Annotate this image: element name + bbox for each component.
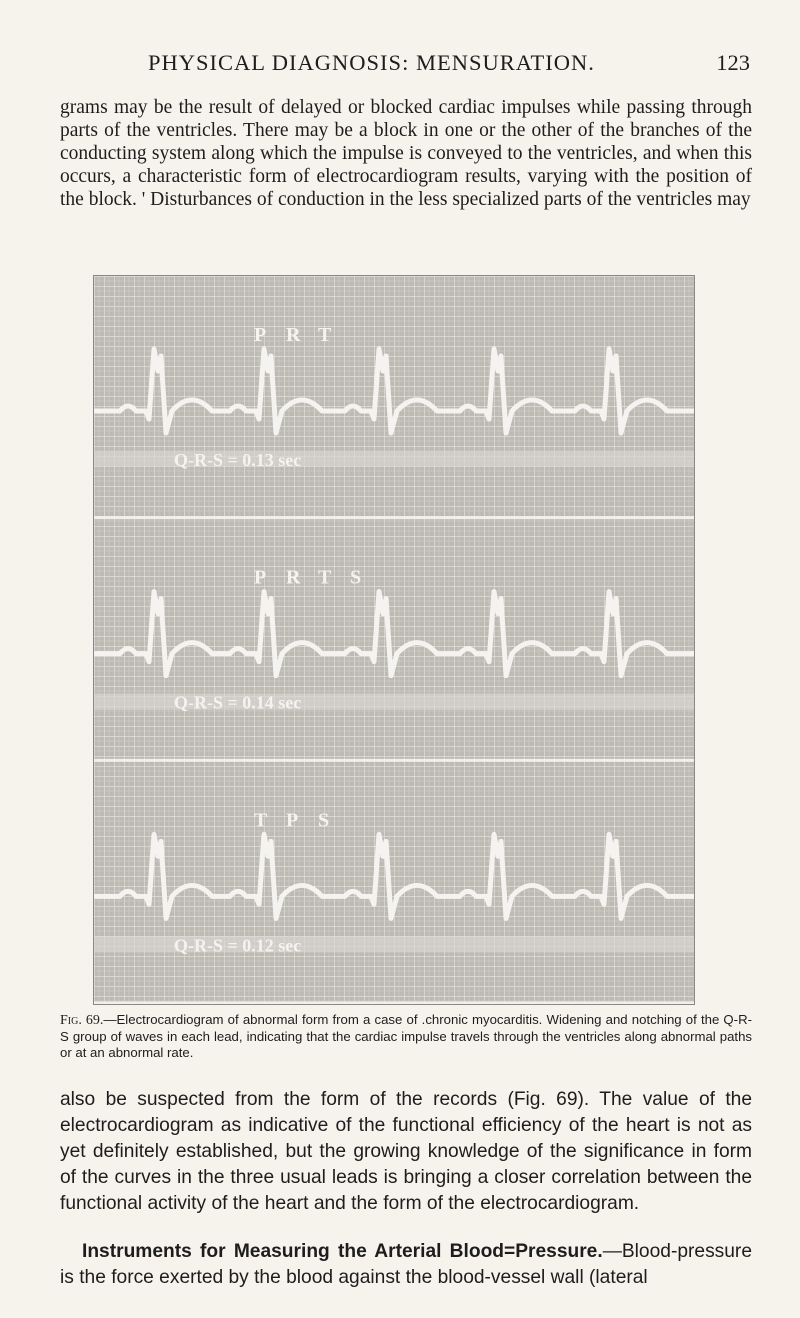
wave-label: S <box>318 809 330 832</box>
wave-label: R <box>286 324 301 346</box>
ecg-tracing <box>94 276 694 1004</box>
wave-label: P <box>254 324 267 346</box>
wave-label: T <box>318 566 332 589</box>
figure-caption-text: —Electrocardiogram of abnormal form from a case of .chronic myocarditis. Widening and notching of the Q-R-S group of waves in each lead, indicating that the cardiac impulse travels through the ventricles along abnormal paths or at an abnormal rate. <box>60 1012 752 1060</box>
wave-label: P <box>286 809 299 832</box>
page-header <box>60 50 750 84</box>
paragraph-3 <box>60 1239 752 1291</box>
page-number: 123 <box>716 50 750 75</box>
ecg-figure <box>93 275 695 1005</box>
paragraph-1: grams may be the result of delayed or blocked cardiac impulses while passing through parts of the ventricles. There may be a block in one or the other of the branches of the conducting system along which the impulse is conveyed to the ventricles, and when this occurs, a characteristic form of electrocardiogram results, varying with the position of the block. ' Disturbances of conduction in the less specialized parts of the ventricles may <box>60 97 752 210</box>
qrs-annotation: Q-R-S = 0.13 sec <box>174 450 302 470</box>
qrs-annotation: Q-R-S = 0.12 sec <box>174 935 302 956</box>
paragraph-3-text: —Blood-pressure is the force exerted by the blood against the blood-vessel wall (lateral <box>60 1241 752 1288</box>
wave-label: T <box>318 324 332 346</box>
wave-label: T <box>254 809 268 832</box>
wave-label: R <box>286 566 301 589</box>
running-head: PHYSICAL DIAGNOSIS: MENSURATION. <box>148 50 595 75</box>
paragraph-2: also be suspected from the form of the records (Fig. 69). The value of the electrocardiogram as indicative of the functional efficiency of the heart is not as yet definitely established, but the growing knowledge of the significance in form of the curves in the three usual leads is bringing a closer correlation between the functional activity of the heart and the form of the electrocardiogram. <box>60 1089 752 1214</box>
figure-label: Fig. 69. <box>60 1013 104 1028</box>
wave-label: S <box>350 566 362 589</box>
figure-caption <box>60 1012 752 1061</box>
qrs-annotation: Q-R-S = 0.14 sec <box>174 692 302 713</box>
wave-label: P <box>254 566 267 589</box>
section-heading: Instruments for Measuring the Arterial Blood=Pressure. <box>82 1241 603 1262</box>
